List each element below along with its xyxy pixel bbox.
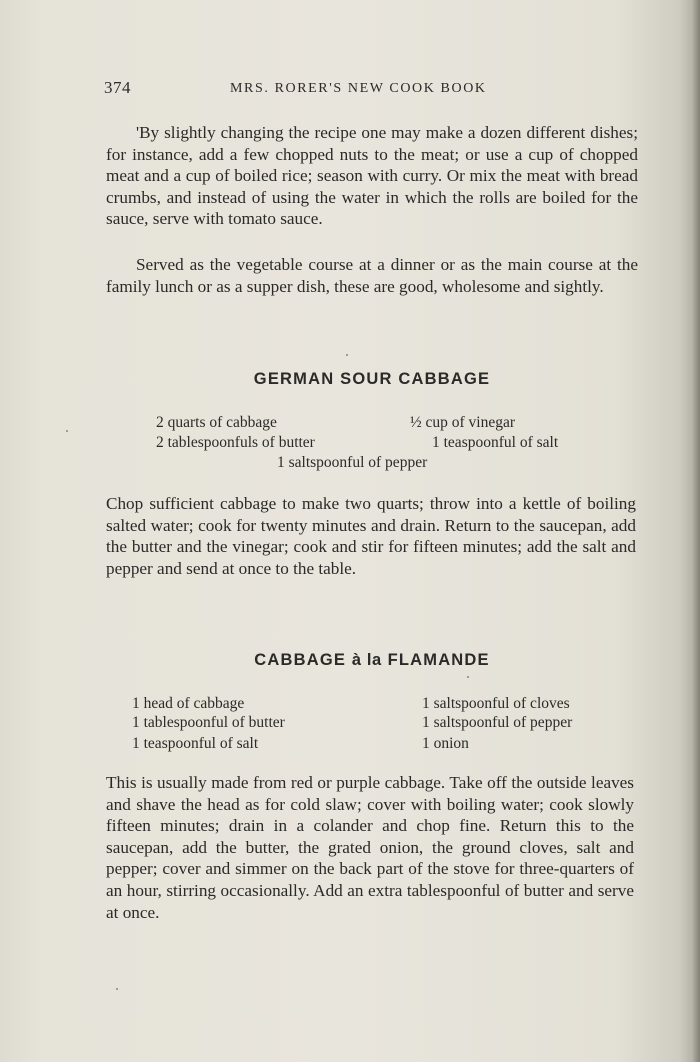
paper-speck: [346, 354, 348, 356]
running-head: MRS. RORER'S NEW COOK BOOK: [230, 81, 487, 96]
ingredient-item: 1 tablespoonful of butter: [132, 714, 285, 731]
ingredient-item: 1 saltspoonful of pepper: [422, 714, 573, 731]
ingredient-item: 1 teaspoonful of salt: [132, 735, 259, 752]
ingredient-item: 1 head of cabbage: [132, 695, 245, 712]
intro-paragraph-2: Served as the vegetable course at a dinner or as the main course at the family lunch or as a supper dish, these are good, wholesome and sightly.: [106, 255, 638, 296]
ingredient-item: 2 quarts of cabbage: [156, 414, 277, 431]
ingredient-item: 1 saltspoonful of pepper: [277, 454, 428, 471]
ingredient-item: 1 saltspoonful of cloves: [422, 695, 570, 712]
recipe-title-part: à la: [351, 651, 382, 669]
ingredient-item: 2 tablespoonfuls of butter: [156, 434, 315, 451]
paper-speck: [116, 988, 118, 990]
recipe-directions-german-sour-cabbage: Chop sufficient cabbage to make two quarts; throw into a kettle of boiling salted water; cook for twenty minutes and drain. Return to the saucepan, add the butter and the vinegar; cook and stir for fifteen minutes; add the salt and pepper and send at once to the table.: [106, 494, 636, 578]
ingredient-item: 1 teaspoonful of salt: [432, 434, 559, 451]
recipe-directions-cabbage-a-la-flamande: This is usually made from red or purple cabbage. Take off the outside leaves and shave the head as for cold slaw; cover with boiling water; cook slowly fifteen minutes; drain in a colander and chop fine. Return this to the saucepan, add the butter, the grated onion, the ground cloves, salt and pepper; cover and simmer on the back part of the stove for three-quarters of an hour, stirring occasionally. Add an extra tablespoonful of butter and serve at once.: [106, 773, 634, 922]
page-edge-shadow: [692, 0, 700, 1062]
recipe-title-cabbage-a-la-flamande: [106, 651, 638, 670]
page-number: 374: [104, 78, 131, 97]
recipe-title-german-sour-cabbage: GERMAN SOUR CABBAGE: [253, 370, 491, 388]
paper-speck: [66, 430, 68, 432]
page-header: [104, 78, 644, 102]
ingredient-item: 1 onion: [422, 735, 469, 752]
recipe-title-part: CABBAGE: [254, 651, 347, 669]
recipe-title-part: FLAMANDE: [387, 651, 490, 669]
intro-paragraph-1: 'By slightly changing the recipe one may make a dozen different dishes; for instance, add a few chopped nuts to the meat; or use a cup of chopped meat and a cup of boiled rice; season with curry. Or mix the meat with bread crumbs, and instead of using the water in which the rolls are boiled for the sauce, serve with tomato sauce.: [106, 123, 638, 229]
paper-speck: [467, 676, 469, 678]
ingredient-item: ½ cup of vinegar: [410, 414, 516, 431]
